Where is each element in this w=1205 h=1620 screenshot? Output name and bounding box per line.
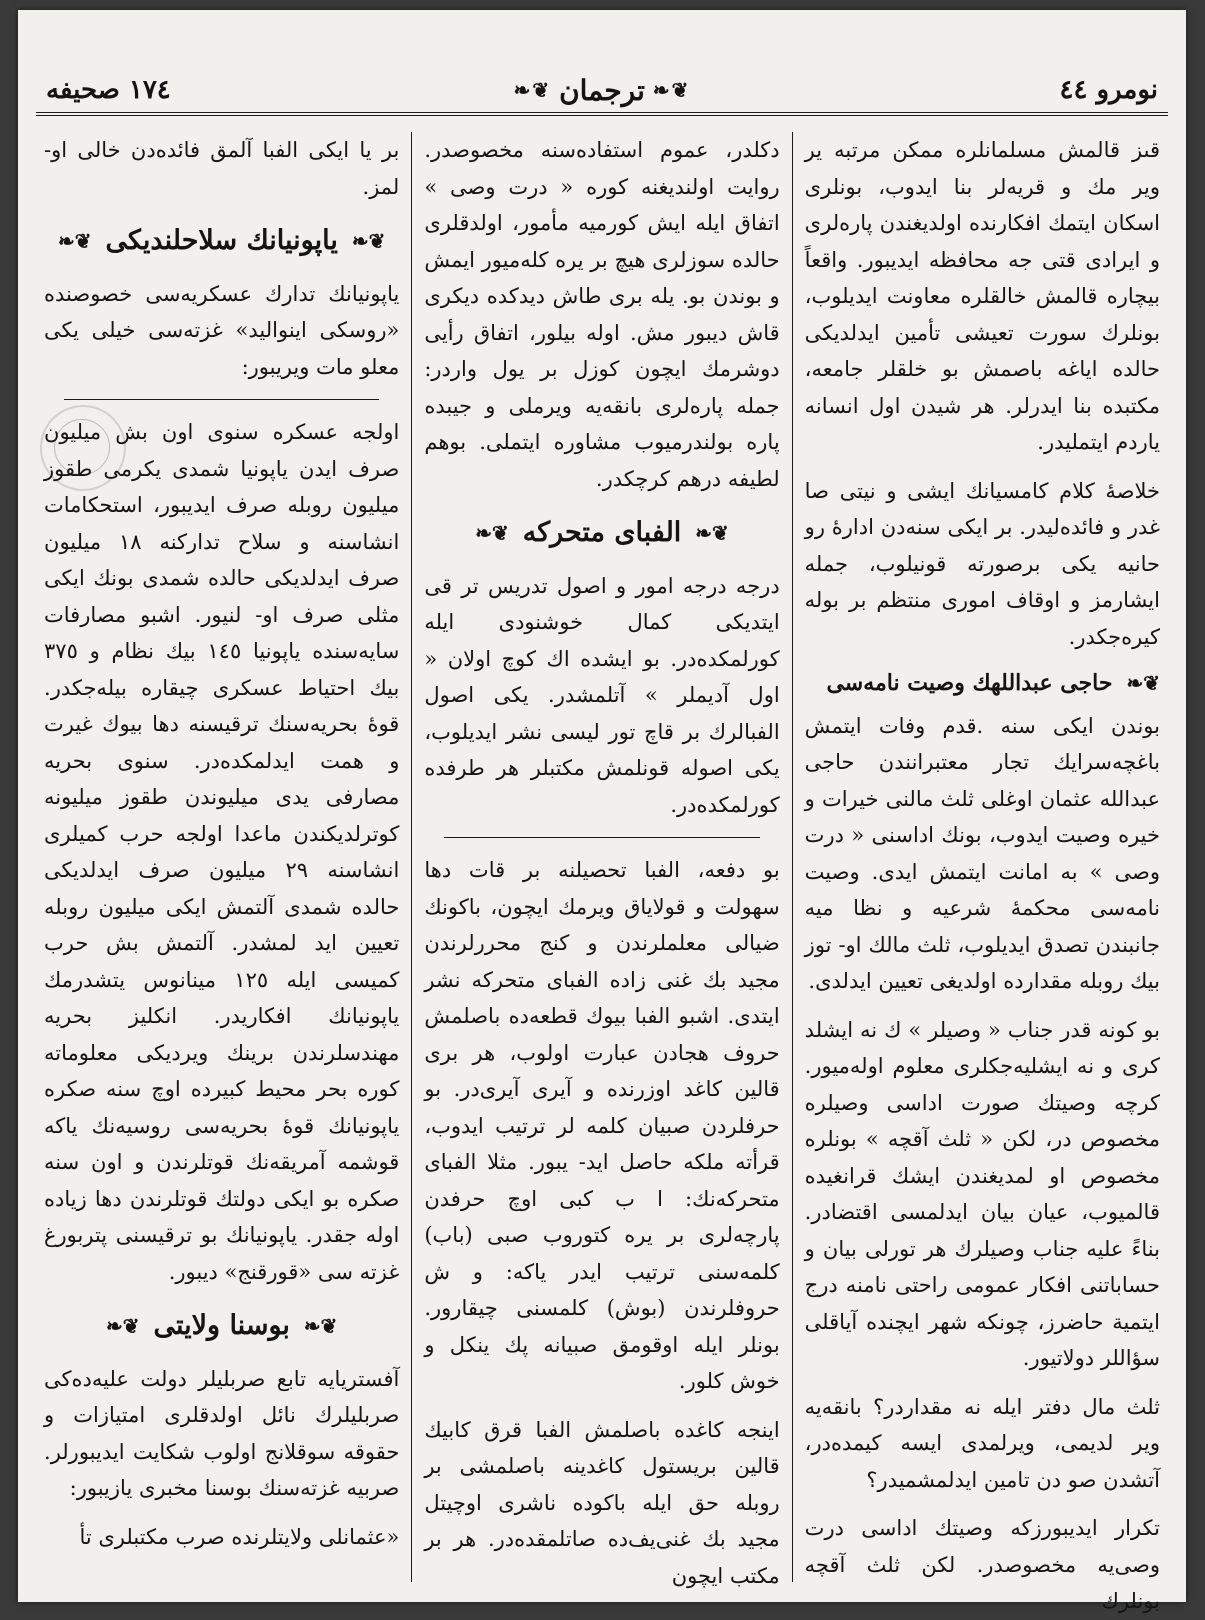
paragraph: اينجه كاغده باصلمش الفبا قرق كابيك قالين بريستول كاغدينه باصلمشى بر روبله حق ايله باكوده ناشرى اوچيتل مجيد بك غنى‌يف‌ده صاتلمقده‌در. هر بر مكتب ايچون: [424, 1417, 780, 1588]
newspaper-page: [18, 10, 1186, 1613]
paragraph: «عثمانلى ولايتلرنده صرب مكتبلرى تأ: [79, 1524, 400, 1549]
ornament-icon: ❦❧: [652, 78, 691, 102]
newspaper-title: ترجمان: [559, 73, 645, 107]
section-title-will: حاجى عبداللهك وصيت نامه‌سى: [826, 670, 1113, 696]
paragraph: ياپونيانك تدارك عسكريه‌سى خصوصنده «روسكى اينواليد» غزته‌سى خيلى يكى معلو مات ويريبور:: [44, 281, 400, 379]
separator-line: [444, 837, 759, 838]
paragraph: بر يا ايكى الفبا آلمق فائده‌دن خالى او- لمز.: [44, 138, 400, 199]
masthead: [36, 68, 1168, 116]
paragraph: بو كونه قدر جناب « وصيلر » ك نه ايشلد كرى و نه ايشليه‌جكلرى معلوم اوله‌ميور. كرچه وصيتك صورت اداسى وصيلره مخصوص در، لكن « ثلث آقچه » بونلره مخصوص او لمديغندن ايشك قرانغيده قالميوب، عيان بيان ايدلمسى اقتضادر. بناءً عليه جناب وصيلرك هر تورلى بيان و حساباتنى افكار عمومى راحتى نامنه درج ايتمية حاضرز، چونكه شهر ايچنده آياقلى سؤاللر دولاتيور.: [804, 1017, 1160, 1370]
newspaper-title-block: [514, 74, 691, 107]
section-heading: [44, 223, 399, 260]
section-title-bosnia: بوسنا ولايتى: [153, 1310, 290, 1341]
column-middle: [412, 132, 791, 1588]
ornament-icon: ❦❧: [351, 229, 386, 253]
ornament-icon: ❦❧: [303, 1314, 338, 1338]
section-title-japan: ياپونيانك سلاحلنديكى: [105, 225, 338, 256]
section-heading: [44, 1308, 399, 1345]
paragraph: بو دفعه، الفبا تحصيلنه بر قات دها سهولت و قولاياق ويرمك ايچون، باكونك ضيالى معلملرندن و كنج محررلرندن مجيد بك غنى زاده الفباى متحركه نشر ايتدى. اشبو الفبا بيوك قطعه‌ده باصلمش حروف هجادن عبارت اولوب، هر برى قالين كاغد اوزرنده و آيرى آيرى‌در. بو حرفلردن صبيان كلمه لر ترتيب ايدوب، قرأته ملكه حاصل ايد- يبور. مثلا الفباى متحركه‌نك: ا ب كبى اوچ حرفدن پارچه‌لرى بر يره كتوروب صبى (باب) كلمه‌سنى ترتيب ايدر ياكه: و ش حروفلرندن (بوش) كلمسنى چيقارور. بونلر ايله اوقومق صبيانه پك ينكل و خوش كلور.: [424, 858, 780, 1393]
paragraph: بوندن ايكى سنه .قدم وفات ايتمش باغچه‌سرايك تجار معتبرانندن حاجى عبدالله عثمان اوغلى ثلث مالنى خيرات و خيره وصيت ايدوب، بونك اداسنى « درت وصى » به امانت ايتمش ايدى. وصيت نامه‌سى محكمهٔ شرعيه و نظا ميه جانبندن تصدق ايديلوب، ثلث مالك او- توز بيك روبله مقدارده اولديغى تعيين ايدلدى.: [804, 713, 1160, 993]
paragraph: آفستريايه تابع صربليلر دولت عليه‌ده‌كى صربليلرك نائل اولدقلرى امتيازات و حقوقه سوقلانج اولوب شكايت ايديبورلر. صربيه غزته‌سنك بوسنا مخبرى يازيبور:: [44, 1366, 400, 1500]
ornament-icon: ❦❧: [695, 521, 729, 545]
ornament-icon: ❦❧: [513, 78, 552, 102]
paragraph: تكرار ايديبورزكه وصيتك اداسى درت وصى‌يه مخصوصدر. لكن ثلث آقچه بونلرك: [804, 1516, 1160, 1613]
paragraph: دكلدر، عموم استفاده‌سنه مخصوصدر. روايت اولنديغنه كوره « درت وصى » اتفاق ايله ايش كورميه مأمور، اولدقلرى حالده سوزلرى هيچ بر يره كله‌ميور ايمش و بوندن بو. يله برى طاش ديدكده دیكرى قاش ديبور مش. اوله بيلور، اتفاق رأيى دوشرمك ايچون كوزل بر يول واردر: جمله پاره‌لرى بانقه‌يه ويرملى و جيبده پاره بولندرميوب مشاوره ايتملى. بوهم لطيفه درهم كرچكدر.: [424, 138, 780, 491]
section-title-alphabet: الفباى متحركه: [522, 517, 682, 548]
issue-number: نومرو ٤٤: [1059, 75, 1158, 105]
paragraph: اولجه عسكره سنوى اون بش ميليون صرف ايدن ياپونيا شمدى يكرمى طقوز ميليون روبله صرف ايديبور، استحكامات انشاسنه و سلاح تداركنه ١٨ ميليون صرف ايدلديكى حالده شمدى بونك ايكى مثلى صرف او- لنيور. اشبو مصارفات سايه‌سنده ياپونيا ١٤٥ بيك نظام و ٣٧٥ بيك احتياط عسكرى چيقاره بيله‌جكدر. قوهٔ بحريه‌سنك ترقيسنه دها بيوك غيرت و همت ايدلمكده‌در. سنوى بحريه مصارفى يدى ميليوندن طقوز ميليونه كوترلديكندن ماعدا اولجه حرب كميلرى انشاسنه ٢٩ ميليون صرف ايدلديكى حالده شمدى آلتمش ايكى ميليون روبله تعيين ايد لمشدر. آلتمش بش حرب كميسى ايله ١٢٥ مينانوس يتشدرمك ياپونيانك افكاريدر. انكليز بحريه مهندسلرندن برينك ويرديكى معلوماته كوره بحر محيط كبيرده اوچ سنه صكره ياپونيانك قوهٔ بحريه‌سى روسيه‌نك ياكه قوشمه آمريقه‌نك قوتلرندن و اون سنه صكره بو ايكى دولتك قوتلرندن دها زياده اوله جقدر. ياپونيانك بو ترقيسنى پتربورغ غزته سى «قورقنج» ديبور.: [44, 420, 400, 1284]
ornament-icon: ❦❧: [105, 1314, 140, 1338]
ornament-icon: ❦❧: [1126, 671, 1160, 695]
paragraph: ثلث مال دفتر ايله نه مقداردر؟ بانقه‌يه وير لديمى، ويرلمدى ايسه كيمده‌در، آتشدن صو دن تامين ايدلمشميدر؟: [804, 1394, 1160, 1492]
column-right: [793, 132, 1172, 1613]
ornament-icon: ❦❧: [57, 229, 92, 253]
separator-line: [64, 399, 379, 400]
library-stamp-icon: [40, 405, 126, 491]
column-divider: [792, 132, 793, 1582]
paragraph: قىز قالمش مسلمانلره ممكن مرتبه ير وير مك و قريه‌لر بنا ايدوب، بونلرى اسكان ايتمك افكارنده اولديغندن پاره‌لرى و ايرادى قتى جه محافظه ايديبور. واقعاً بيچاره قالمش خالقلره معاونت ايديلوب، بونلرك سورت تعيشى تأمين ايدلديكى حالده اياغه باصمش بو خلقلر جامعه، مكتبده بنا ايدرلر. هر شيدن اول انسانه ياردم ايتمليدر.: [804, 138, 1160, 454]
page-number: ١٧٤ صحيفه: [46, 75, 171, 105]
paragraph: خلاصهٔ كلام كامسيانك ايشى و نيتى صا غدر و فائده‌ليدر. بر ايكى سنه‌دن ادارهٔ رو حانيه يكى برصورته قونيلوب، جمله ايشارمز و اوقاف امورى منتظم بر بوله كيره‌جكدر.: [804, 478, 1160, 649]
paragraph: درجه درجه امور و اصول تدريس تر قى ايتديكى كمال خوشنودى ايله كورلمكده‌در. بو ايشده اك كوچ اولان « اول آديملر » آتلمشدر. يكى اصول الفبالرك بر قاچ تور ليسى نشر ايديلوب، يكى اصوله قونلمش مكتبلر هر طرفده كورلمكده‌در.: [424, 573, 780, 817]
section-heading: [424, 515, 779, 552]
columns: [32, 132, 1172, 1613]
ornament-icon: ❦❧: [475, 521, 509, 545]
column-left: [32, 132, 411, 1582]
section-heading: [805, 665, 1160, 702]
column-divider: [411, 132, 412, 1582]
